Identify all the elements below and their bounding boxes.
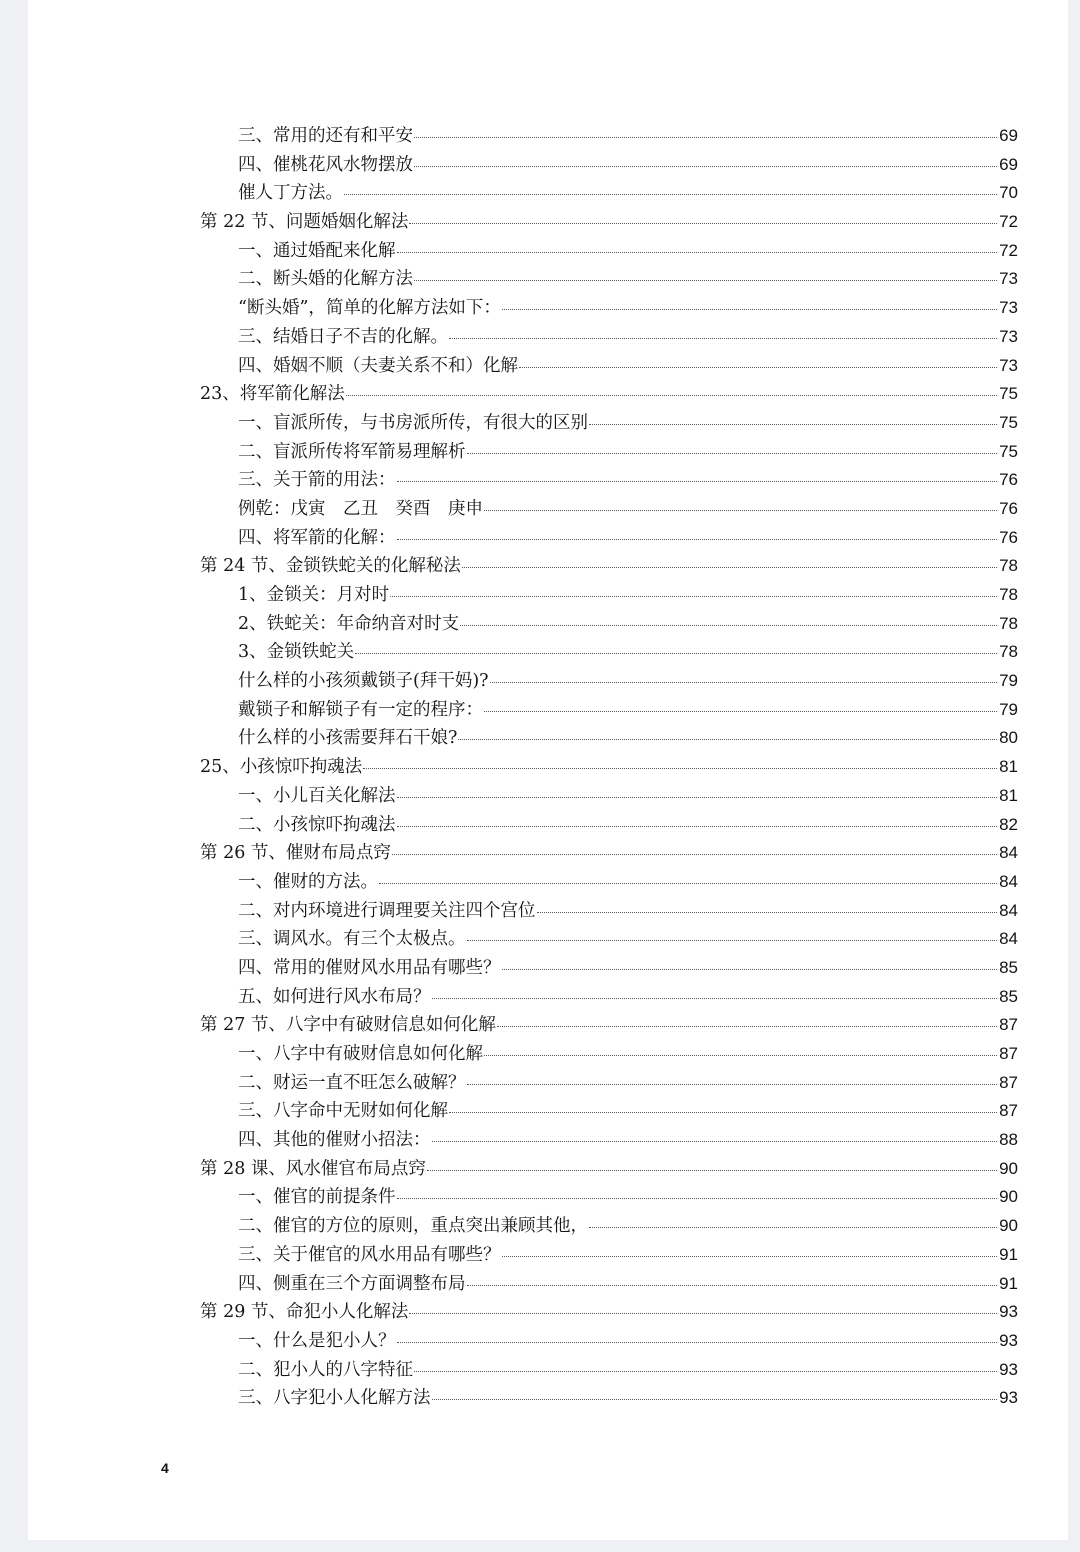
- toc-entry: [200, 1155, 1018, 1184]
- toc-entry-page: 84: [999, 900, 1018, 920]
- toc-entry: [200, 983, 1018, 1012]
- toc-entry: [200, 1298, 1018, 1327]
- toc-entry-title: 三、常用的还有和平安: [238, 126, 413, 146]
- toc-entry-title: 二、盲派所传将军箭易理解析: [238, 441, 466, 462]
- toc-entry-page: 87: [999, 1044, 1018, 1063]
- toc-entry-page: 80: [999, 728, 1018, 748]
- toc-entry-page: 84: [999, 871, 1018, 891]
- toc-entry-page: 75: [999, 441, 1018, 461]
- toc-entry: [200, 524, 1018, 553]
- toc-entry: [200, 1040, 1018, 1069]
- toc-entry-title: 戴锁子和解锁子有一定的程序：: [238, 699, 483, 720]
- toc-entry-page: 85: [999, 986, 1018, 1006]
- toc-entry-page: 75: [999, 384, 1018, 404]
- toc-entry-title: 四、将军箭的化解：: [238, 527, 396, 548]
- toc-entry-title: 例乾：戊寅 乙丑 癸酉 庚申: [238, 498, 483, 519]
- document-page: [28, 0, 1068, 1540]
- toc-entry: [200, 438, 1018, 467]
- toc-dot-leader: [414, 279, 997, 281]
- toc-entry-page: 78: [999, 642, 1018, 662]
- toc-entry-title: 第 24 节、金锁铁蛇关的化解秘法: [200, 556, 461, 577]
- toc-dot-leader: [467, 452, 998, 454]
- toc-entry-page: 72: [999, 240, 1018, 260]
- toc-entry-page: 70: [999, 183, 1018, 203]
- toc-entry-title: 三、调风水。有三个太极点。: [238, 929, 466, 950]
- toc-dot-leader: [497, 1025, 997, 1027]
- toc-entry: [200, 265, 1018, 294]
- toc-entry: [200, 1327, 1018, 1356]
- toc-entry-page: 91: [999, 1273, 1018, 1293]
- toc-entry-page: 78: [999, 556, 1018, 576]
- toc-entry-title: 一、什么是犯小人？: [238, 1330, 396, 1351]
- toc-entry: [200, 1212, 1018, 1241]
- toc-dot-leader: [467, 1284, 998, 1286]
- toc-entry-page: 93: [999, 1302, 1018, 1322]
- toc-entry-title: 四、侧重在三个方面调整布局: [238, 1273, 466, 1294]
- toc-dot-leader: [414, 136, 997, 138]
- toc-entry: [200, 122, 1018, 151]
- toc-entry-page: 82: [999, 814, 1018, 834]
- toc-entry-page: 93: [999, 1388, 1018, 1408]
- toc-entry-page: 69: [999, 154, 1018, 174]
- toc-dot-leader: [460, 624, 997, 626]
- toc-entry-page: 87: [999, 1072, 1018, 1092]
- toc-entry-page: 81: [999, 785, 1018, 805]
- toc-entry: [200, 1097, 1018, 1126]
- toc-entry: [200, 552, 1018, 581]
- toc-entry-page: 93: [999, 1330, 1018, 1350]
- toc-entry-page: 73: [999, 269, 1018, 289]
- toc-entry: [200, 1384, 1018, 1413]
- toc-dot-leader: [519, 366, 997, 368]
- toc-dot-leader: [484, 509, 997, 511]
- toc-entry-title: 一、催财的方法。: [238, 871, 378, 892]
- toc-entry-title: 二、财运一直不旺怎么破解？: [238, 1072, 466, 1093]
- toc-entry: [200, 1069, 1018, 1098]
- toc-entry-page: 76: [999, 498, 1018, 518]
- toc-entry: [200, 495, 1018, 524]
- toc-entry: [200, 610, 1018, 639]
- toc-dot-leader: [502, 308, 997, 310]
- toc-dot-leader: [432, 1140, 998, 1142]
- toc-entry-title: 1、金锁关：月对时: [238, 585, 390, 605]
- toc-entry: [200, 352, 1018, 381]
- toc-entry-page: 93: [999, 1359, 1018, 1379]
- toc-entry: [200, 409, 1018, 438]
- toc-dot-leader: [392, 853, 997, 855]
- toc-entry: [200, 925, 1018, 954]
- toc-entry-title: 一、盲派所传，与书房派所传，有很大的区别: [238, 412, 588, 433]
- toc-entry-title: 一、催官的前提条件: [238, 1187, 396, 1208]
- toc-entry-title: 什么样的小孩须戴锁子(拜干妈)?: [238, 671, 489, 692]
- toc-dot-leader: [409, 222, 997, 224]
- toc-dot-leader: [379, 882, 997, 884]
- toc-dot-leader: [355, 652, 997, 654]
- toc-dot-leader: [458, 738, 997, 740]
- toc-entry-page: 90: [999, 1216, 1018, 1236]
- toc-entry: [200, 897, 1018, 926]
- toc-entry-page: 79: [999, 699, 1018, 719]
- toc-entry-page: 81: [999, 757, 1018, 777]
- toc-entry: [200, 839, 1018, 868]
- toc-entry-title: 一、小儿百关化解法: [238, 785, 396, 806]
- toc-entry-title: 3、金锁铁蛇关: [238, 642, 355, 663]
- toc-entry-title: 四、常用的催财风水用品有哪些？: [238, 957, 501, 978]
- toc-entry-title: 第 26 节、催财布局点窍: [200, 843, 391, 864]
- toc-entry: [200, 466, 1018, 495]
- toc-entry-title: 二、催官的方位的原则，重点突出兼顾其他，: [238, 1216, 588, 1237]
- toc-entry-title: 三、关于催官的风水用品有哪些？: [238, 1244, 501, 1265]
- toc-entry: [200, 724, 1018, 753]
- toc-entry-title: 第 27 节、八字中有破财信息如何化解: [200, 1015, 496, 1036]
- toc-entry: [200, 811, 1018, 840]
- toc-entry: [200, 1356, 1018, 1385]
- toc-entry-page: 69: [999, 126, 1018, 145]
- toc-entry-page: 91: [999, 1244, 1018, 1264]
- toc-dot-leader: [409, 1312, 997, 1314]
- toc-dot-leader: [397, 251, 998, 253]
- toc-dot-leader: [502, 1255, 998, 1257]
- toc-entry: [200, 294, 1018, 323]
- toc-entry-page: 87: [999, 1015, 1018, 1035]
- toc-dot-leader: [537, 911, 998, 913]
- toc-entry-title: 催人丁方法。: [238, 183, 343, 204]
- toc-entry-title: 什么样的小孩需要拜石干娘?: [238, 728, 458, 749]
- toc-entry-page: 84: [999, 929, 1018, 949]
- toc-dot-leader: [397, 796, 998, 798]
- toc-entry-page: 78: [999, 613, 1018, 633]
- toc-entry-title: 四、其他的催财小招法：: [238, 1130, 431, 1151]
- toc-entry-title: 三、八字犯小人化解方法: [238, 1388, 431, 1409]
- toc-entry-page: 87: [999, 1101, 1018, 1121]
- toc-dot-leader: [502, 968, 998, 970]
- toc-entry-title: 二、断头婚的化解方法: [238, 269, 413, 290]
- toc-entry: [200, 868, 1018, 897]
- toc-entry-title: 四、催桃花风水物摆放: [238, 154, 413, 175]
- toc-entry-title: 一、通过婚配来化解: [238, 240, 396, 261]
- toc-entry: [200, 581, 1018, 610]
- toc-entry-title: 二、对内环境进行调理要关注四个宫位: [238, 900, 536, 921]
- toc-entry-page: 73: [999, 298, 1018, 318]
- page-number: 4: [161, 1460, 169, 1476]
- toc-dot-leader: [397, 825, 998, 827]
- toc-entry-page: 84: [999, 843, 1018, 863]
- toc-entry: [200, 151, 1018, 180]
- table-of-contents: [200, 122, 1018, 1413]
- toc-entry-title: 四、婚姻不顺（夫妻关系不和）化解: [238, 355, 518, 376]
- toc-entry-page: 75: [999, 412, 1018, 432]
- toc-dot-leader: [344, 193, 997, 195]
- toc-entry-title: 第 22 节、问题婚姻化解法: [200, 212, 409, 233]
- toc-dot-leader: [467, 939, 998, 941]
- toc-dot-leader: [462, 566, 997, 568]
- toc-dot-leader: [414, 1370, 997, 1372]
- toc-entry: [200, 1011, 1018, 1040]
- toc-entry: [200, 954, 1018, 983]
- toc-entry: [200, 179, 1018, 208]
- toc-entry-title: 第 28 课、风水催官布局点窍: [200, 1158, 426, 1179]
- toc-entry-title: 第 29 节、命犯小人化解法: [200, 1302, 409, 1323]
- toc-entry: [200, 667, 1018, 696]
- toc-entry-page: 90: [999, 1187, 1018, 1207]
- toc-entry-title: 23、将军箭化解法: [200, 384, 345, 405]
- toc-entry: [200, 696, 1018, 725]
- toc-entry: [200, 1270, 1018, 1299]
- toc-dot-leader: [449, 1111, 997, 1113]
- toc-entry-title: 三、八字命中无财如何化解: [238, 1101, 448, 1122]
- toc-entry: [200, 1126, 1018, 1155]
- toc-dot-leader: [397, 480, 998, 482]
- toc-entry: [200, 380, 1018, 409]
- toc-entry-page: 85: [999, 957, 1018, 977]
- toc-entry: [200, 237, 1018, 266]
- toc-dot-leader: [432, 997, 998, 999]
- toc-entry-page: 79: [999, 671, 1018, 691]
- toc-entry-title: 三、结婚日子不吉的化解。: [238, 326, 448, 347]
- toc-dot-leader: [589, 423, 997, 425]
- toc-entry-page: 73: [999, 326, 1018, 346]
- toc-entry: [200, 323, 1018, 352]
- toc-dot-leader: [346, 394, 997, 396]
- toc-entry: [200, 782, 1018, 811]
- toc-dot-leader: [589, 1226, 997, 1228]
- toc-entry: [200, 1183, 1018, 1212]
- toc-entry-page: 90: [999, 1158, 1018, 1178]
- toc-dot-leader: [397, 1341, 998, 1343]
- toc-dot-leader: [484, 710, 997, 712]
- toc-entry-title: 二、小孩惊吓拘魂法: [238, 814, 396, 835]
- toc-dot-leader: [484, 1054, 997, 1056]
- toc-entry: [200, 1241, 1018, 1270]
- toc-dot-leader: [397, 1197, 998, 1199]
- toc-entry-page: 73: [999, 355, 1018, 375]
- toc-entry-title: 25、小孩惊吓拘魂法: [200, 757, 363, 778]
- toc-entry-page: 88: [999, 1130, 1018, 1150]
- toc-entry-title: 二、犯小人的八字特征: [238, 1359, 413, 1380]
- toc-dot-leader: [432, 1398, 998, 1400]
- toc-dot-leader: [397, 538, 998, 540]
- toc-entry-title: 三、关于箭的用法：: [238, 470, 396, 491]
- toc-entry-page: 78: [999, 585, 1018, 604]
- toc-dot-leader: [427, 1169, 997, 1171]
- toc-entry-page: 76: [999, 527, 1018, 547]
- toc-entry-title: 2、铁蛇关：年命纳音对时支: [238, 613, 460, 634]
- toc-entry-page: 72: [999, 212, 1018, 232]
- toc-dot-leader: [414, 165, 997, 167]
- toc-entry: [200, 753, 1018, 782]
- toc-entry-title: “断头婚”，简单的化解方法如下：: [238, 298, 501, 319]
- toc-dot-leader: [363, 767, 997, 769]
- toc-dot-leader: [490, 681, 997, 683]
- toc-entry-page: 76: [999, 470, 1018, 490]
- toc-dot-leader: [467, 1083, 998, 1085]
- toc-dot-leader: [390, 595, 997, 597]
- toc-entry-title: 一、八字中有破财信息如何化解: [238, 1044, 483, 1064]
- toc-entry: [200, 638, 1018, 667]
- toc-dot-leader: [449, 337, 997, 339]
- toc-entry-title: 五、如何进行风水布局？: [238, 986, 431, 1007]
- toc-entry: [200, 208, 1018, 237]
